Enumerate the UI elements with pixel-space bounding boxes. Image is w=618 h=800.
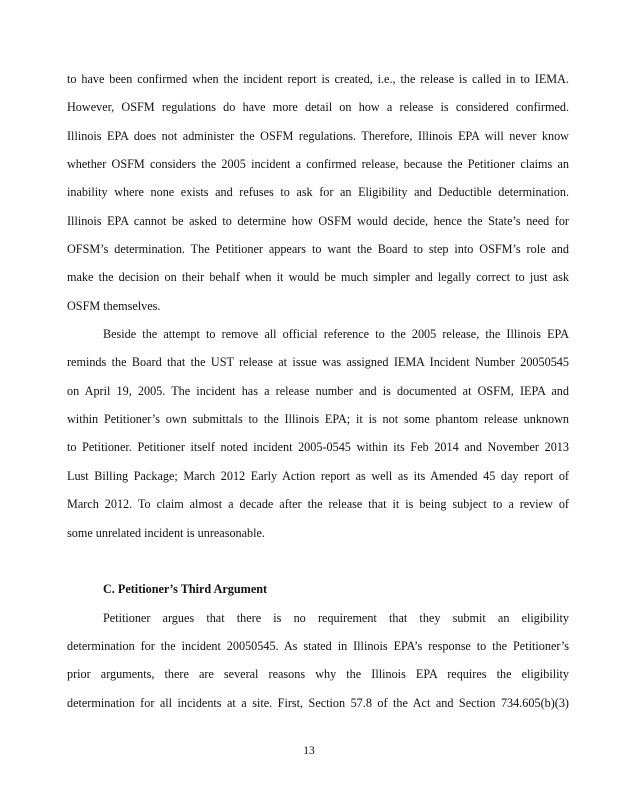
text-line: determination for all incidents at a site. First, Section 57.8 of the Act and Section 734.605(b)(3) [67,696,569,710]
text-line: Illinois EPA cannot be asked to determine how OSFM would decide, hence the State’s need for [67,214,569,228]
text-line: inability where none exists and refuses to ask for an Eligibility and Deductible determination. [67,185,569,199]
text-line: Illinois EPA does not administer the OSFM regulations. Therefore, Illinois EPA will never know [67,129,569,143]
text-line: make the decision on their behalf when it would be much simpler and legally correct to just ask [67,270,569,284]
text-line: on April 19, 2005. The incident has a release number and is documented at OSFM, IEPA and [67,384,569,398]
text-line: whether OSFM considers the 2005 incident a confirmed release, because the Petitioner claims an [67,157,569,171]
text-line: to Petitioner. Petitioner itself noted incident 2005-0545 within its Feb 2014 and November 2013 [67,440,569,454]
paragraph-first-line: Petitioner argues that there is no requirement that they submit an eligibility [103,611,569,625]
text-line: However, OSFM regulations do have more detail on how a release is considered confirmed. [67,100,569,114]
text-line: OFSM’s determination. The Petitioner appears to want the Board to step into OSFM’s role and [67,242,569,256]
text-line: reminds the Board that the UST release at issue was assigned IEMA Incident Number 20050545 [67,355,569,369]
section-heading: C. Petitioner’s Third Argument [103,582,268,596]
paragraph-first-line: Beside the attempt to remove all official reference to the 2005 release, the Illinois EPA [103,327,569,341]
text-line: determination for the incident 20050545. As stated in Illinois EPA’s response to the Petitioner’s [67,639,569,653]
text-line: prior arguments, there are several reasons why the Illinois EPA requires the eligibility [67,667,569,681]
page-number: 13 [303,745,315,757]
text-line: within Petitioner’s own submittals to the Illinois EPA; it is not some phantom release unknown [67,412,569,426]
text-line: March 2012. To claim almost a decade after the release that it is being subject to a review of [67,497,569,511]
text-line: OSFM themselves. [67,299,161,313]
text-line: to have been confirmed when the incident report is created, i.e., the release is called in to IEMA. [67,72,569,86]
text-line: some unrelated incident is unreasonable. [67,526,265,540]
text-line: Lust Billing Package; March 2012 Early Action report as well as its Amended 45 day report of [67,469,569,483]
